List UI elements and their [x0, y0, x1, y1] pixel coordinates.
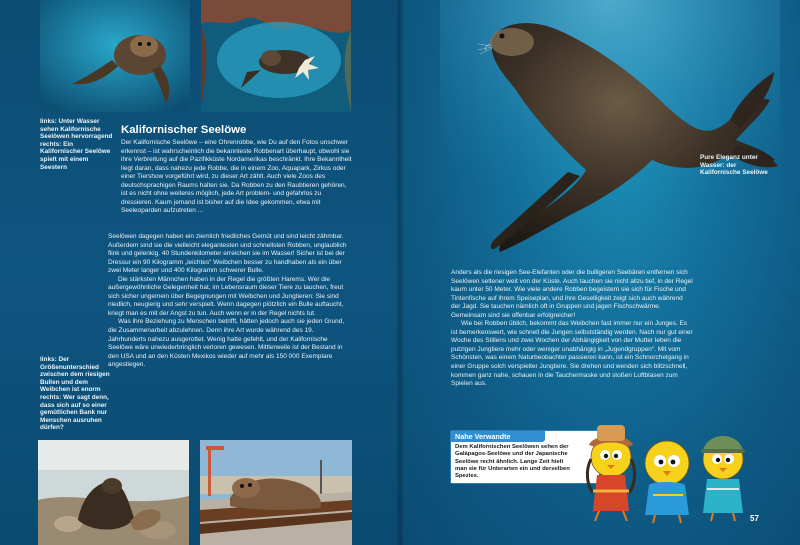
article-column-right: [451, 269, 693, 389]
paragraph: Seelöwen dagegen haben ein ziemlich friedliches Gemüt und sind leicht zähmbar. Außerdem sind sie die vielleicht elegantesten und schnellsten Robben, unglaublich flink und gelenkig. 40 Stundenkilometer erreichen sie im Wasser! Sicher ist bei der Dressur ein 90 Kilogramm „leichtes“ Weibchen besser zu handhaben als ein über zwei Meter langer und 400 Kilogramm schwerer Bulle.: [108, 233, 347, 275]
mascot-right-icon: [701, 436, 745, 521]
info-box-title: Nahe Verwandte: [451, 431, 545, 442]
mascot-left-icon: [587, 425, 634, 521]
page-number: 57: [750, 514, 759, 523]
article-column-left-top: [121, 139, 353, 216]
paragraph: Die stärksten Männchen haben in der Regel die größten Harems. Wer die außergewöhnliche Gelegenheit hat, im Lebensraum dieser Tiere zu tauchen, freut sich sicher ungemein über Begegnungen mit Weibchen und Jungtieren: Sie sind niedlich, neugierig und sehr verspielt. Wenn dagegen plötzlich ein Bulle auftaucht, kriegt man es mit der Angst zu tun. Auch wenn er in der Regel nichts tut.: [108, 275, 344, 317]
photo-sealion-bull-and-female: [38, 440, 189, 545]
hero-sealion-photo: [440, 0, 780, 262]
caption-bottom-photos: links: Der Größenunterschied zwischen dem riesigen Bullen und dem Weibchen ist enorm rechts: Wer sagt denn, dass sich auf so einer gemütlichen Bank nur Menschen ausruhen dürfen?: [40, 356, 110, 432]
mascot-middle-icon: [645, 441, 689, 523]
photo-sealion-underwater: [40, 0, 190, 112]
paragraph: Anders als die riesigen See-Elefanten oder die bulligeren Seebären entfernen sich Seelöwen seltener weit von der Küste. Auch tauchen sie nicht allzu tief, in der Regel kaum unter 50 Meter. Wie viele andere Robben begeistern sie sich für Fische und Tintenfische auf ihrem Speiseplan, und ihre Geselligkeit zeigt sich auch während der Jagd. Sie tauchen nämlich oft in Gruppen und jagen Fischschwärme. Gemeinsam sind sie offenbar erfolgreicher!: [451, 269, 693, 319]
photo-sealion-starfish: [201, 0, 351, 112]
page-gutter: [396, 0, 404, 545]
article-title: Kalifornischer Seelöwe: [121, 124, 247, 136]
cartoon-mascots-illustration: [583, 415, 753, 525]
article-column-left-bottom: [108, 233, 353, 370]
paragraph: Wie bei Robben üblich, bekommt das Weibchen fast immer nur ein Junges. Es ist bemerkenswert, wie schnell die Jungen selbstständig werden. Nach nur gut einer Woche des Stillens und zwei Wochen der Abhängigkeit von der Mutter leben die putzigen Jungtiere mehr oder weniger unabhängig in „Jugendgruppen“. Mit vom Schönsten, was einem Naturbeobachter passieren kann, ist ein Schnorchelgang in einer Gruppe solch verspielter Jungtiere. Sie drehen und wenden sich blitzschnell, kommen ganz nahe, schauen in die Tauchermaske und stoßen Luftblasen zum Spielen aus.: [451, 320, 693, 388]
info-box-related-species: [450, 430, 600, 484]
paragraph: Der Kalifornische Seelöwe – eine Ohrenrobbe, wie Du auf den Fotos unschwer erkennst – ist wahrscheinlich die bekannteste Robbenart überhaupt, obwohl sie ihre Verbreitung auf die Pazifikküste Nordamerikas beschränkt. Ihre Bekanntheit liegt daran, dass nahezu jede Robbe, die in einem Zoo, Aquapark, Zirkus oder einer Tiershow vorgeführt wird, zu dieser Art zählt. Auch viele Zoos des deutschsprachigen Raums halten sie. Da Robben zu den Raubtieren gehören, ist es nicht ohne weiteres möglich, jede Art problem- und gefahrlos zu dressieren. Kaum jemand ist bisher auf die Idee gekommen, etwa mit Seeleoparden aufzutreten ...: [121, 139, 352, 215]
caption-hero-photo: Pure Eleganz unter Wasser: der Kalifornische Seelöwe: [700, 154, 768, 177]
info-box-text: Dem Kalifornischen Seelöwen sehen der Galápagos-Seelöwe und der Japanische Seelöwe recht ähnlich. Lange Zeit hielt man sie für Unterarten ein und derselben Spezies.: [455, 444, 570, 480]
caption-top-photos: links: Unter Wasser sehen Kalifornische Seelöwen hervorragend rechts: Ein Kalifornischer Seelöwe spielt mit einem Seestern: [40, 118, 113, 171]
photo-sealion-on-bench: [200, 440, 352, 545]
paragraph: Was ihre Beziehung zu Menschen betrifft, hätten jedoch auch sie jeden Grund, die Zusammenarbeit abzulehnen. Denn ihre Art wurde während des 19. Jahrhunderts nahezu ausgerottet. Wenig hatte gefehlt, und der Kalifornische Seelöwe wäre unwiederbringlich verloren gewesen. Mittlerweile ist der Bestand in den USA und an den Küsten Mexikos wieder auf mehr als 150 000 Exemplare angestiegen.: [108, 318, 345, 369]
